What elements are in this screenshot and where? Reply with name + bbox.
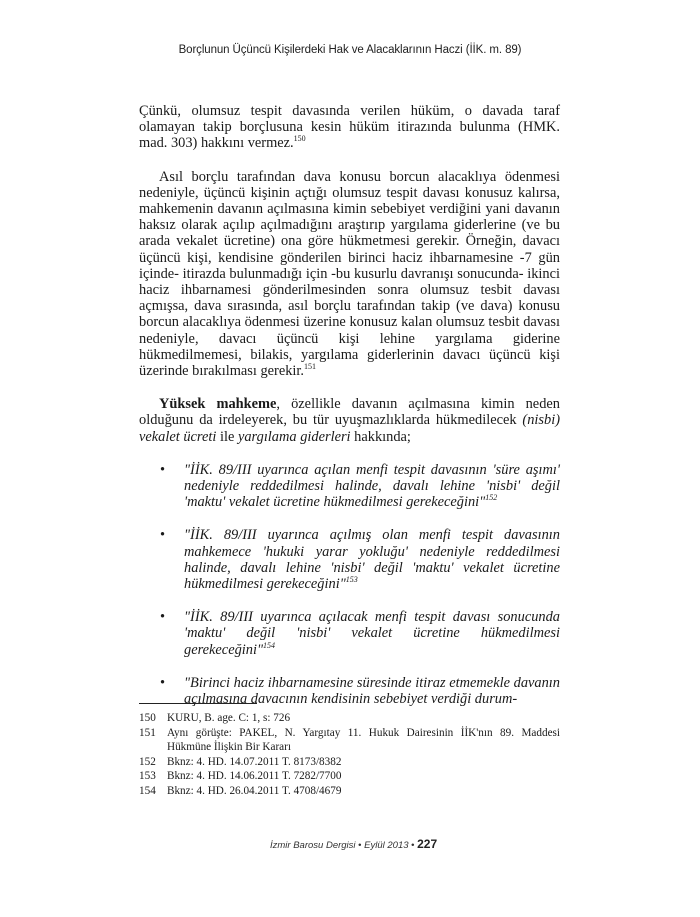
paragraph-2-text: Asıl borçlu tarafından dava konusu borcun alacaklıya ödenmesi nedeniyle, üçüncü kişinin açtığı olumsuz tespit davası konusuz kalırsa, mahkemenin davanın açılmasına kimin sebebiyet verdiğini yani davanın haksız olarak açılıp açılmadığını araştırıp yargılama giderlerine (ve bu arada vekalet ücretine) ona göre hükmetmesi gerekir. Örneğin, davacı üçüncü kişi, kendisine gönderilen birinci haciz ihbarnamesine -7 gün içinde- itirazda bulunmadığı için -bu kusurlu davranışı sonucunda- ikinci haciz ihbarnamesi gönderilmesinden sonra olumsuz tesbit davası açmışsa, dava sırasında, asıl borçlu tarafından takip (ve dava) konusu borcun alacaklıya ödenmesi üzerine konusuz kalan olumsuz tesbit davası nedeniyle, davacı üçüncü kişi lehine yargılama giderine hükmedilmemesi, bilakis, yargılama giderlerinin davacı üçüncü kişi üzerinde bırakılması gerekir.: [139, 168, 560, 380]
footnote-number: 152: [139, 755, 156, 768]
footnote-number: 154: [139, 784, 156, 797]
footnote-ref[interactable]: 154: [263, 640, 276, 650]
paragraph-3-text: hakkında;: [350, 428, 411, 445]
footnote-number: 151: [139, 726, 156, 739]
bullet-icon: •: [160, 461, 166, 478]
main-text: [139, 103, 560, 724]
footnote-item: [139, 769, 560, 784]
paragraph-1: [139, 103, 560, 152]
quote-text: "İİK. 89/III uyarınca açılacak menfi tespit davası sonucunda 'maktu' değil 'nisbi' vekalet ücretine hükmedilmesi gerekeceğini": [184, 609, 560, 658]
footnote-ref[interactable]: 152: [485, 493, 498, 503]
footnote-item: [139, 726, 560, 755]
footnote-text: Aynı görüşte: PAKEL, N. Yargıtay 11. Hukuk Dairesinin İİK'nın 89. Maddesi Hükmüne İlişkin Bir Kararı: [167, 726, 560, 753]
bullet-icon: •: [160, 674, 166, 691]
paragraph-2: [139, 169, 560, 380]
bullet-item: [139, 609, 560, 658]
quote-text: "İİK. 89/III uyarınca açılmış olan menfi tespit davasının mahkemece 'hukuki yarar yokluğu' nedeniyle reddedilmesi halinde, davalı lehine 'nisbi' değil 'maktu' vekalet ücretine hükmedilmesi gerekeceğini": [184, 527, 560, 593]
bullet-text: [184, 527, 560, 592]
footnote-number: 153: [139, 770, 156, 782]
footnote-divider: [139, 703, 257, 704]
footnote-text: KURU, B. age. C: 1, s: 726: [167, 712, 291, 724]
paragraph-1-text: Çünkü, olumsuz tespit davasında verilen hüküm, o davada taraf olamayan takip borçlusuna kesin hüküm itirazında bulunma (HMK. mad. 303) hakkını vermez.: [139, 103, 560, 152]
footnote-ref[interactable]: 150: [293, 134, 306, 144]
page-footer: [270, 837, 570, 851]
journal-name: İzmir Barosu Dergisi: [270, 840, 356, 851]
footnote-ref[interactable]: 153: [345, 575, 358, 585]
footnote-text: Bknz: 4. HD. 14.06.2011 T. 7282/7700: [167, 770, 342, 782]
quote-text: "İİK. 89/III uyarınca açılan menfi tespit davasının 'süre aşımı' nedeniyle reddedilmesi halinde, davalı lehine 'nisbi' değil 'maktu' vekalet ücretine hükmedilmesi gerekeceğini": [184, 461, 560, 511]
footnote-text: Bknz: 4. HD. 14.07.2011 T. 8173/8382: [167, 755, 342, 768]
running-head: Borçlunun Üçüncü Kişilerdeki Hak ve Alacaklarının Haczi (İİK. m. 89): [178, 44, 522, 56]
footnote-item: [139, 784, 560, 799]
emphasis-italic: (nisbi) vekalet ücreti: [139, 412, 560, 445]
footnote-text: Bknz: 4. HD. 26.04.2011 T. 4708/4679: [167, 784, 342, 797]
paragraph-3-text: ile: [216, 428, 238, 445]
separator: •: [408, 840, 418, 851]
footnote-number: 150: [139, 712, 156, 724]
page-number: 227: [417, 837, 438, 851]
bullet-list: [139, 462, 560, 707]
bullet-icon: •: [160, 527, 166, 544]
emphasis-bold: Yüksek mahkeme: [159, 396, 277, 413]
footnote-item: [139, 711, 560, 726]
separator: •: [355, 840, 365, 851]
bullet-text: [184, 609, 560, 658]
quote-text: "Birinci haciz ihbarnamesine süresinde itiraz etmemekle davanın açılmasına davacının kendisinin sebebiyet verdiği durum-: [184, 674, 560, 708]
bullet-text: [184, 462, 560, 511]
footnotes: [139, 711, 560, 798]
paragraph-3-text: , özellikle davanın açılmasına kimin neden olduğunu da irdeleyerek, bu tür uyuşmazlıklarda hükmedilecek: [139, 396, 560, 429]
footnote-ref[interactable]: 151: [304, 362, 317, 372]
paragraph-3: [139, 396, 560, 445]
bullet-item: [139, 462, 560, 511]
emphasis-italic: yargılama giderleri: [237, 428, 351, 445]
issue-date: Eylül 2013: [364, 840, 409, 851]
bullet-icon: •: [160, 609, 166, 626]
bullet-item: [139, 527, 560, 592]
footnote-item: [139, 755, 560, 770]
